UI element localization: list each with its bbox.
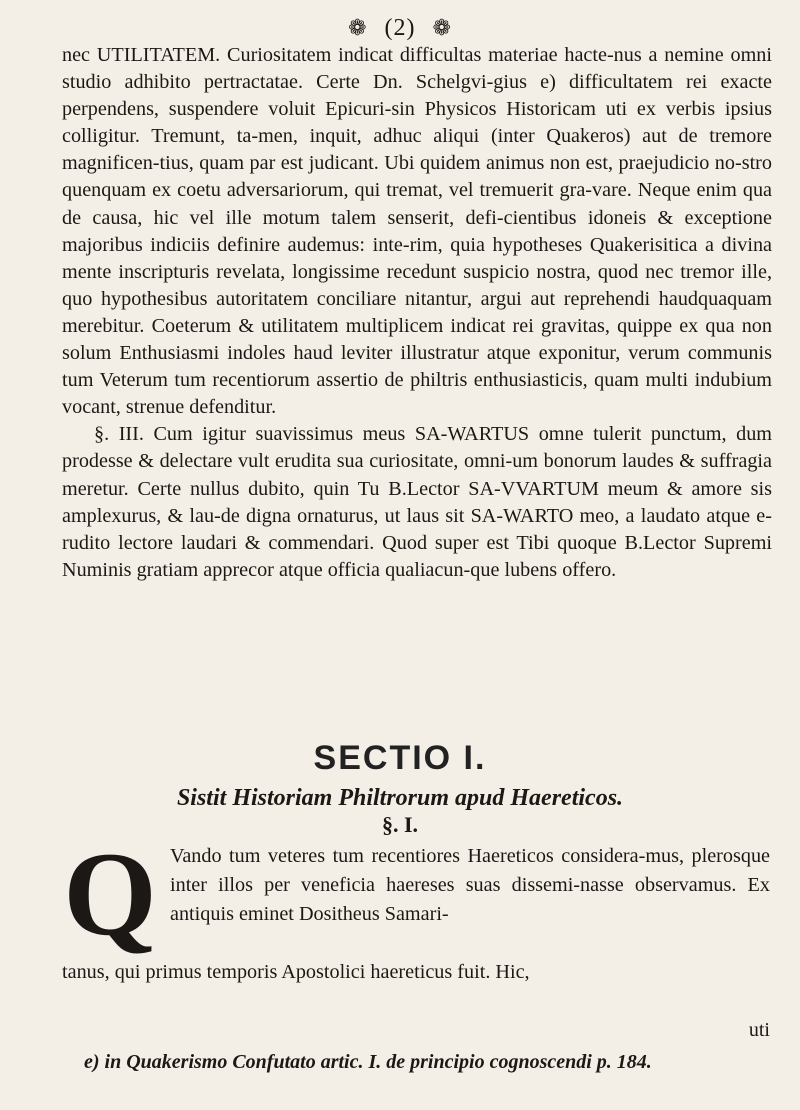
section-title: SECTIO I. bbox=[313, 739, 487, 777]
footnote: e) in Quakerismo Confutato artic. I. de principio cognoscendi p. 184. bbox=[84, 1051, 652, 1073]
section-text-second: tanus, qui primus temporis Apostolici haereticus fuit. Hic, bbox=[62, 961, 530, 983]
drop-capital: Q bbox=[63, 827, 157, 960]
paragraph-utilitatem: nec UTILITATEM. Curiositatem indicat difficultas materiae hacte-nus a nemine omni studio adhibito pertractatae. Certe Dn. Schelgvi-gius e) difficultatem rei exacte perpendens, suspendere voluit Epicuri-sin Physicos Historicam uti ex verbis ipsius colligitur. Tremunt, ta-men, inquit, adhuc aliqui (inter Quakeros) aut de tremore magnificen-tius, quam par est judicant. Ubi quidem animus non est, praejudicio no-stro quenquam ex coetu adversariorum, qui tremat, vel tremuerit gra-vare. Neque enim qua de causa, hic vel ille motum talem senserit, defi-cientibus idoneis & exceptione majoribus indiciis definire audemus: inte-rim, quia hypotheses Quakerisitica a divina mente inscripturis revelata, longissime recedunt suspicio nostra, quod nec tremor ille, quo hypothesibus autoritatem conciliare nitantur, argui aut reprehendi haudquaquam merebitur. Coeterum & utilitatem multiplicem indicat rei gravitas, quippe ex qua non solum Enthusiasmi indoles haud leviter illustratur atque exponitur, verum communis tum Veterum tum recentiorum assertio de philtris enthusiasticis, quam multi indubium vocant, strenue defenditur. bbox=[62, 44, 772, 419]
right-ornament: ❁ bbox=[432, 15, 452, 40]
catchword: uti bbox=[748, 1019, 770, 1041]
paragraph-number: §. I. bbox=[381, 812, 419, 837]
page-number: (2) bbox=[384, 15, 416, 41]
paragraph-section-iii: §. III. Cum igitur suavissimus meus SA-WARTUS omne tulerit punctum, dum prodesse & delectare vult erudita sua curiositate, omni-um bonorum laudes & suffragia meretur. Certe nullus dubito, quin Tu B.Lector SA-VVARTUM meum & amore sis amplexurus, & lau-de digna ornaturus, ut laus sit SA-WARTO meo, a laudato atque e-rudito lectore laudari & commendari. Quod super est Tibi quoque B.Lector Supremi Numinis gratiam apprecor atque officia qualiacun-que lubens offero. bbox=[62, 423, 772, 581]
section-text-first: Vando tum veteres tum recentiores Haereticos considera-mus, plerosque inter illos per veneficia haereses suas dissemi-nasse observamus. Ex antiquis eminet Dositheus Samari- bbox=[170, 845, 770, 925]
left-ornament: ❁ bbox=[348, 15, 368, 40]
preface-body bbox=[62, 42, 772, 584]
section-subtitle: Sistit Historiam Philtrorum apud Haereticos. bbox=[176, 785, 624, 811]
